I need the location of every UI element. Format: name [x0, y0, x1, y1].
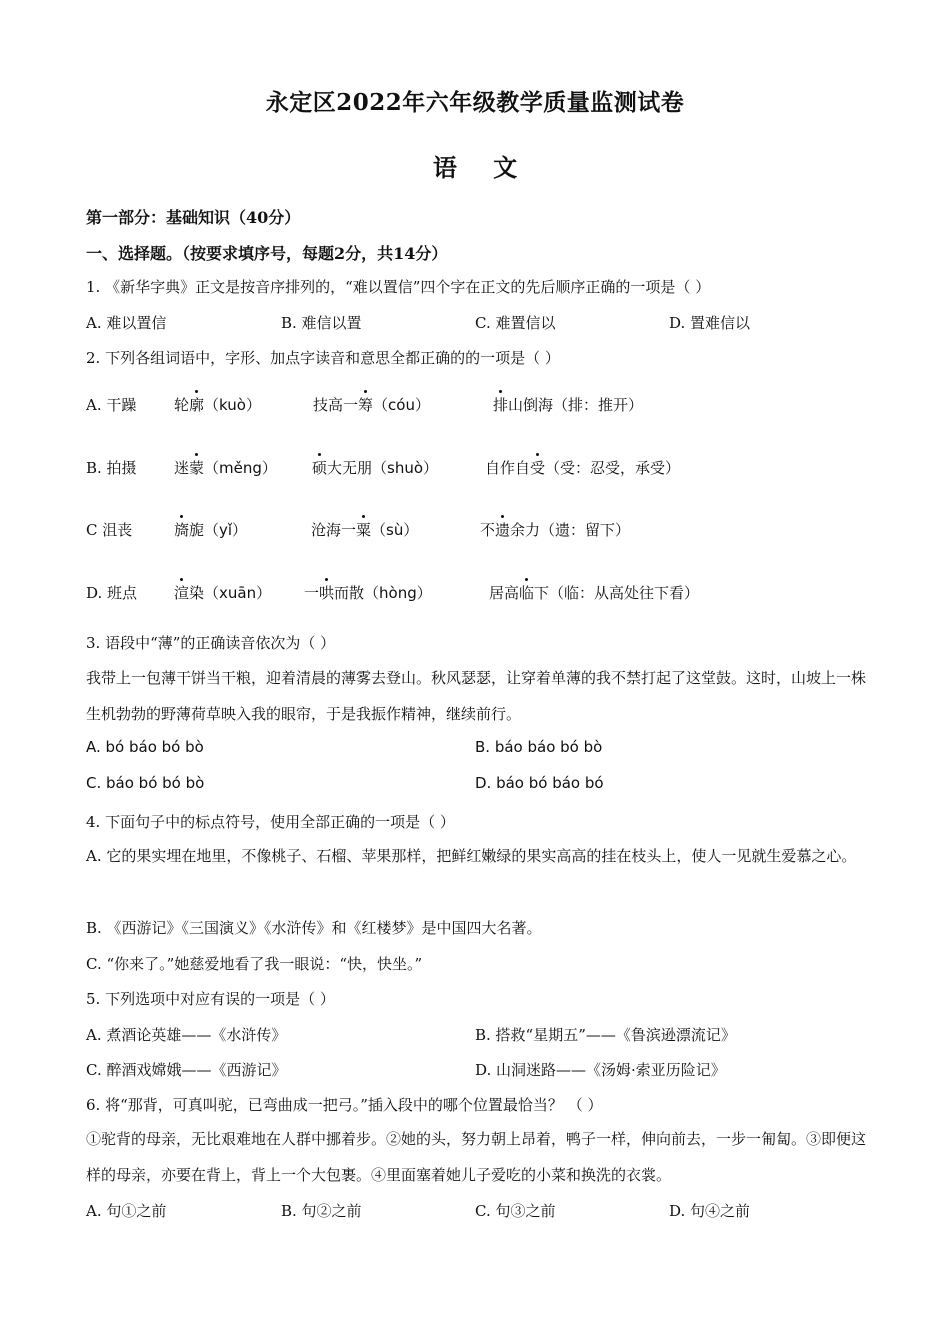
q2-c-w2-pre: 沧海一 [311, 521, 357, 539]
q2-c-word3 [480, 519, 630, 540]
q2-d-label: D. 班点 [86, 584, 138, 602]
q2-stem: 2. 下列各组词语中，字形、加点字读音和意思全都正确的的一项是（ ） [86, 349, 560, 367]
q2-b-word1 [174, 457, 277, 478]
q2-b-w3-pre: 自作自 [485, 459, 531, 477]
exam-title: 永定区2022年六年级教学质量监测试卷 [265, 89, 685, 116]
q5-option-a[interactable]: A. 煮酒论英雄——《水浒传》 [86, 1026, 287, 1044]
q2-d-word3 [489, 582, 699, 603]
q2-d-w2-post: 而散（hòng） [334, 584, 432, 602]
q2-c-label: C 沮丧 [86, 521, 133, 539]
q2-b-word2 [312, 457, 438, 478]
q2-c-w1-post: 旎（yǐ） [189, 521, 248, 539]
q2-b-w1-dot: 蒙 [189, 459, 205, 477]
q2-d-w1-dot: 渲 [174, 584, 190, 602]
q2-d-w3-pre: 居高 [489, 584, 520, 602]
q2-d-w2-dot: 哄 [319, 584, 335, 602]
q2-a-w2-pre: 技高一 [313, 396, 359, 414]
q2-b-w3-post: （受：忍受，承受） [545, 459, 681, 477]
q2-b-w2-dot: 硕 [312, 459, 328, 477]
q2-a-word1 [174, 394, 261, 415]
q2-d-w3-post: 下（临：从高处往下看） [534, 584, 700, 602]
q2-b-word3 [485, 457, 680, 478]
q4-stem: 4. 下面句子中的标点符号，使用全部正确的一项是（ ） [86, 813, 455, 831]
q3-option-b[interactable]: B. báo báo bó bò [475, 738, 603, 756]
q6-option-c[interactable]: C. 句③之前 [475, 1202, 556, 1220]
q2-a-w2-post: （cóu） [373, 396, 430, 414]
q1-option-a[interactable]: A. 难以置信 [86, 314, 167, 332]
q1-option-b[interactable]: B. 难信以置 [281, 314, 362, 332]
q1-stem: 1. 《新华字典》正文是按音序排列的，“难以置信”四个字在正文的先后顺序正确的一项是（ ） [86, 278, 711, 296]
q2-a-w3-post: 山倒海（排：推开） [508, 396, 644, 414]
q4-option-b[interactable]: B. 《西游记》《三国演义》《水浒传》和《红楼梦》是中国四大名著。 [86, 919, 542, 937]
q5-option-b[interactable]: B. 搭救“星期五”——《鲁滨逊漂流记》 [475, 1026, 736, 1044]
q2-b-w2-post: 大无朋（shuò） [327, 459, 439, 477]
q2-a-word3 [493, 394, 643, 415]
part1-heading: 第一部分：基础知识（40分） [86, 208, 301, 227]
q2-b-w3-dot: 受 [530, 459, 546, 477]
q2-c-word1 [174, 519, 247, 540]
q2-d-word1 [174, 582, 271, 603]
q6-stem: 6. 将“那背，可真叫驼，已弯曲成一把弓。”插入段中的哪个位置最恰当？ （ ） [86, 1096, 603, 1114]
q2-a-word2 [313, 394, 430, 415]
q5-option-c[interactable]: C. 醉酒戏嫦娥——《西游记》 [86, 1061, 287, 1079]
q2-a-w1-pre: 轮 [174, 396, 190, 414]
q3-option-a[interactable]: A. bó báo bó bò [86, 738, 204, 756]
q5-option-d[interactable]: D. 山洞迷路——《汤姆·索亚历险记》 [475, 1061, 726, 1079]
q5-stem: 5. 下列选项中对应有误的一项是（ ） [86, 990, 335, 1008]
q2-b-w1-post: （měng） [204, 459, 277, 477]
q2-c-w2-post: （sù） [371, 521, 419, 539]
section1-heading: 一、选择题。（按要求填序号，每题2分，共14分） [86, 244, 448, 263]
q2-c-w3-post: 余力（遗：留下） [510, 521, 631, 539]
q6-passage: ①驼背的母亲，无比艰难地在人群中挪着步。②她的头，努力朝上昂着，鸭子一样，伸向前去，一步一匍匐。③即便这样的母亲，亦要在背上，背上一个大包裹。④里面塞着她儿子爱吃的小菜和换洗的衣裳。 [86, 1130, 867, 1184]
q2-d-w2-pre: 一 [304, 584, 320, 602]
q2-a-w1-dot: 廓 [189, 396, 205, 414]
q3-stem: 3. 语段中“薄”的正确读音依次为（ ） [86, 634, 336, 652]
q4-option-a[interactable]: A. 它的果实埋在地里，不像桃子、石榴、苹果那样，把鲜红嫩绿的果实高高的挂在枝头上，使人一见就生爱慕之心。 [86, 847, 857, 865]
q3-option-d[interactable]: D. báo bó báo bó [475, 774, 604, 792]
q2-a-w3-dot: 排 [493, 396, 509, 414]
q2-c-w2-dot: 粟 [356, 521, 372, 539]
q1-option-d[interactable]: D. 置难信以 [669, 314, 751, 332]
q3-passage: 我带上一包薄干饼当干粮，迎着清晨的薄雾去登山。秋风瑟瑟，让穿着单薄的我不禁打起了这堂鼓。这时，山坡上一株生机勃勃的野薄荷草映入我的眼帘，于是我振作精神，继续前行。 [86, 669, 867, 723]
subject-title: 语 文 [432, 153, 518, 182]
q2-c-w3-dot: 遗 [495, 521, 511, 539]
q2-c-w1-dot: 旖 [174, 521, 190, 539]
q1-option-c[interactable]: C. 难置信以 [475, 314, 556, 332]
q2-c-word2 [311, 519, 418, 540]
q6-option-d[interactable]: D. 句④之前 [669, 1202, 751, 1220]
q2-d-w1-post: 染（xuān） [189, 584, 272, 602]
q2-a-w1-post: （kuò） [204, 396, 261, 414]
q2-b-w1-pre: 迷 [174, 459, 190, 477]
q6-option-b[interactable]: B. 句②之前 [281, 1202, 362, 1220]
q2-a-w2-dot: 筹 [358, 396, 374, 414]
q4-option-c[interactable]: C. “你来了。”她慈爱地看了我一眼说：“快，快坐。” [86, 955, 423, 973]
q2-d-w3-dot: 临 [519, 584, 535, 602]
q2-a-label: A. 干躁 [86, 396, 137, 414]
q6-option-a[interactable]: A. 句①之前 [86, 1202, 167, 1220]
q2-c-w3-pre: 不 [480, 521, 496, 539]
q3-option-c[interactable]: C. báo bó bó bò [86, 774, 205, 792]
q2-d-word2 [304, 582, 432, 603]
q2-b-label: B. 拍摄 [86, 459, 137, 477]
